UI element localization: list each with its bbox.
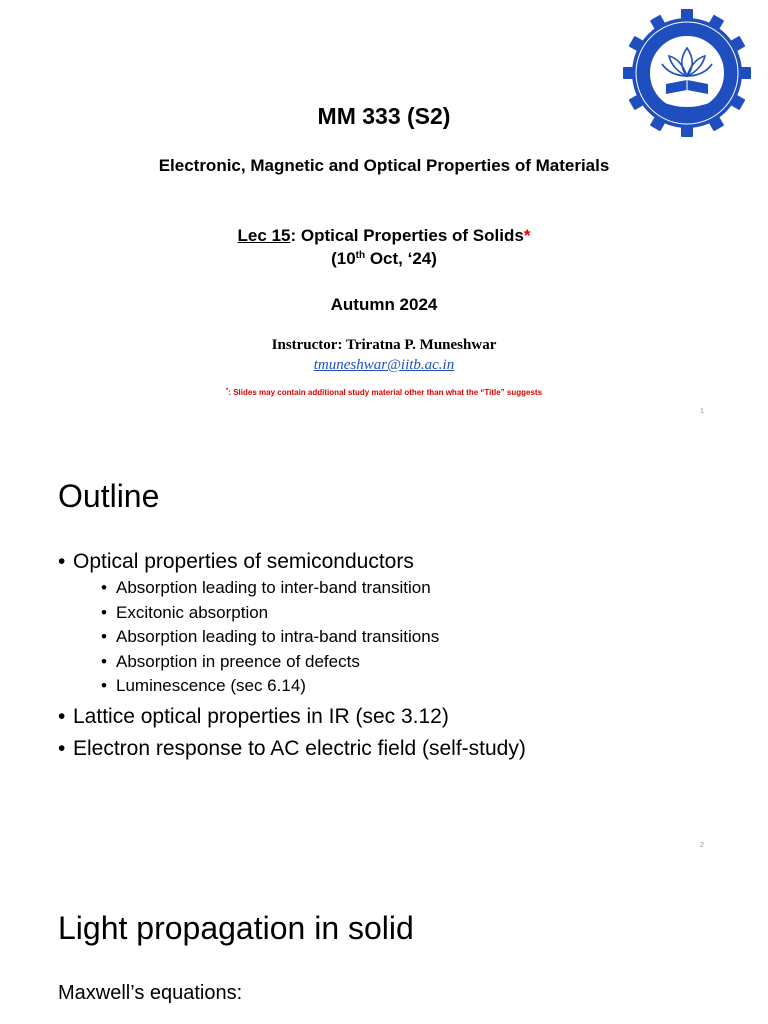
list-item <box>58 735 526 763</box>
outline-list <box>58 548 526 767</box>
outline-slide <box>0 434 768 868</box>
lecture-date <box>0 249 768 269</box>
disclaimer-note <box>0 388 768 397</box>
page-number: 2 <box>700 842 704 849</box>
course-code: MM 333 (S2) <box>317 103 451 129</box>
sub-list-item: • Absorption in preence of defects <box>101 650 526 675</box>
sub-list <box>73 576 526 699</box>
lecture-title-line <box>0 226 768 246</box>
slide-heading: Light propagation in solid <box>58 910 414 946</box>
lecture-asterisk: * <box>523 226 531 245</box>
term-label: Autumn 2024 <box>330 295 438 314</box>
email-row <box>0 356 768 374</box>
list-item <box>58 548 526 699</box>
sub-list-item: • Absorption leading to intra-band transitions <box>101 625 526 650</box>
bullet-text: Lattice optical properties in IR (sec 3.12) <box>73 704 449 728</box>
bullet-text: Optical properties of semiconductors <box>73 550 414 573</box>
lecture-title: : Optical Properties of Solids <box>290 226 524 245</box>
bullet-text: Electron response to AC electric field (self-study) <box>73 736 526 760</box>
lecture-number: Lec 15 <box>237 226 291 245</box>
list-item <box>58 703 526 731</box>
date-month-year: Oct, ‘24) <box>365 249 437 268</box>
disclaimer-star: * <box>225 388 229 394</box>
light-propagation-slide <box>0 868 768 1024</box>
disclaimer-text: : Slides may contain additional study material other than what the “Title” suggests <box>228 388 543 397</box>
instructor-name: Instructor: Triratna P. Muneshwar <box>271 337 497 353</box>
slide-heading: Outline <box>58 478 160 514</box>
date-day: (10 <box>331 249 356 268</box>
sub-list-item: • Absorption leading to inter-band transition <box>101 576 526 601</box>
instructor-email-link[interactable]: tmuneshwar@iitb.ac.in <box>313 357 455 373</box>
sub-list-item: • Luminescence (sec 6.14) <box>101 674 526 699</box>
maxwell-label: Maxwell’s equations: <box>58 982 243 1004</box>
page-number: 1 <box>700 408 704 415</box>
date-ordinal: th <box>355 250 366 261</box>
sub-list-item: • Excitonic absorption <box>101 601 526 626</box>
title-slide <box>0 0 768 434</box>
course-title: Electronic, Magnetic and Optical Properties of Materials <box>158 156 610 175</box>
